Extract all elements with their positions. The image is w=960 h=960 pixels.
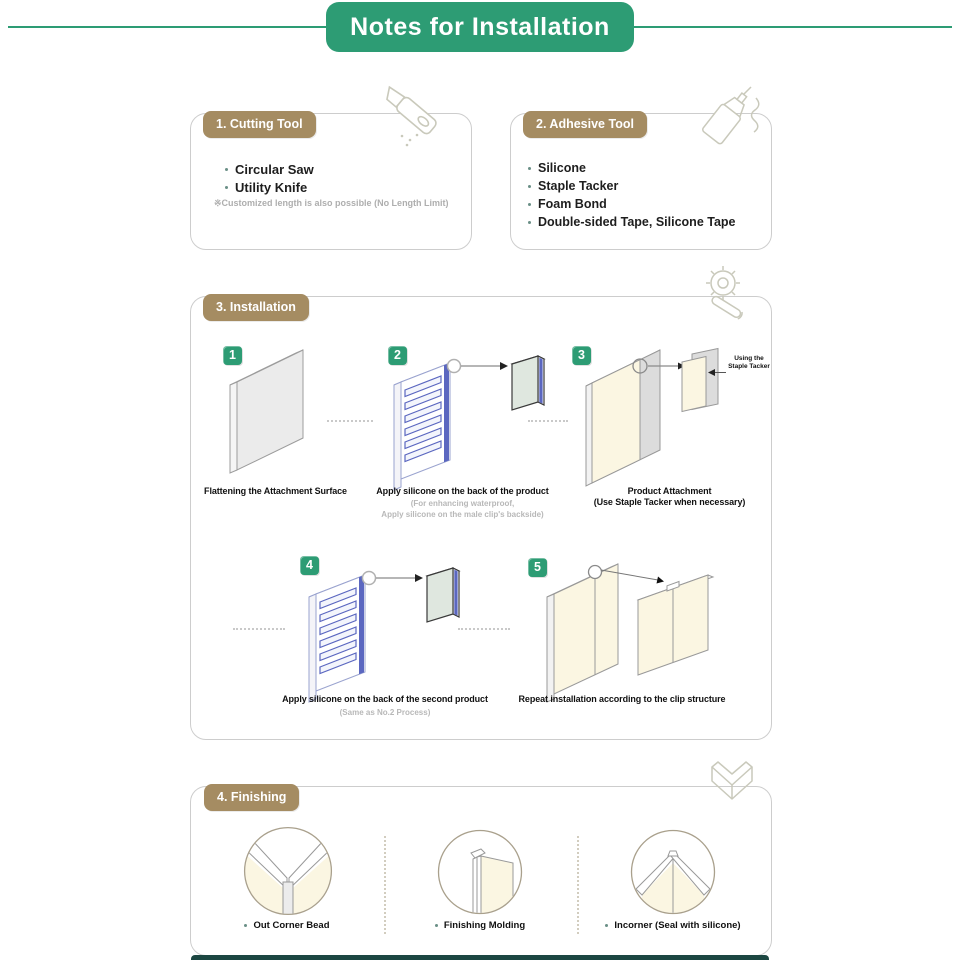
step-subcaption: (For enhancing waterproof, <box>410 499 515 508</box>
gear-wrench-icon <box>690 262 758 326</box>
adhesive-item-label: Silicone <box>538 161 586 175</box>
bullet-icon <box>225 186 228 189</box>
attached-product-face <box>592 360 640 483</box>
step-badge-5: 5 <box>528 558 547 577</box>
product-detail <box>512 356 544 410</box>
step-caption-1: Flattening the Attachment Surface <box>204 486 347 496</box>
step-badge-2: 2 <box>388 346 407 365</box>
silicone-back-illustration <box>303 562 463 712</box>
cutting-note: ※Customized length is also possible (No Length Limit) <box>214 198 449 208</box>
adhesive-item <box>528 179 618 193</box>
annotation-line: Using the <box>734 355 764 362</box>
finishing-item-label: Finishing Molding <box>443 920 526 931</box>
assembly-front-face <box>554 564 618 694</box>
cutting-item <box>225 162 314 177</box>
dotted-separator <box>577 836 579 934</box>
wrench <box>711 295 744 320</box>
finishing-item-label: Incorner (Seal with silicone) <box>614 920 741 931</box>
bullet-icon <box>225 168 228 171</box>
adhesive-item-label: Foam Bond <box>538 197 607 211</box>
finishing-item <box>583 920 763 931</box>
step-caption-5: Repeat installation according to the clip structure <box>518 694 726 704</box>
staple-detail <box>682 349 726 412</box>
bullet-icon <box>605 924 608 927</box>
finishing-label: 4. Finishing <box>204 784 299 811</box>
zoom-circle-marker <box>448 360 461 373</box>
panel-side-face <box>309 594 316 702</box>
finishing-item <box>390 920 570 931</box>
panel-side-face <box>586 383 592 486</box>
silicone-edge-band <box>444 363 449 462</box>
bullet-icon <box>528 185 531 188</box>
adhesive-item <box>528 161 586 175</box>
cutting-item <box>225 180 307 195</box>
adhesive-item-label: Double-sided Tape, Silicone Tape <box>538 215 736 229</box>
step-caption-3b: (Use Staple Tacker when necessary) <box>593 497 746 507</box>
bullet-icon <box>528 203 531 206</box>
zoom-circle-marker <box>363 572 376 585</box>
step-subcaption: Apply silicone on the male clip's backside) <box>381 510 544 519</box>
next-section-edge <box>191 955 769 960</box>
arrow-head <box>500 362 508 370</box>
repeat-installation-illustration <box>542 556 752 706</box>
panel-front-face <box>237 350 303 470</box>
wall-panel-illustration <box>200 340 350 480</box>
step-caption-4: Apply silicone on the back of the second product <box>282 694 488 704</box>
panel-side-face <box>230 382 237 473</box>
dotted-separator <box>327 420 373 422</box>
caulk-tube-icon <box>698 84 772 154</box>
finishing-molding-illustration <box>437 829 523 915</box>
page-title: Notes for Installation <box>326 2 634 52</box>
dotted-separator <box>384 836 386 934</box>
adhesive-item-label: Staple Tacker <box>538 179 619 193</box>
finishing-item-label: Out Corner Bead <box>253 920 330 931</box>
panel-side-face <box>394 382 401 490</box>
cutting-item-label: Circular Saw <box>235 162 314 177</box>
caulk-tube-body <box>702 87 759 145</box>
step-caption-2: Apply silicone on the back of the product <box>376 486 549 496</box>
utility-knife-icon <box>368 84 448 158</box>
incorner-illustration <box>630 829 716 915</box>
bullet-icon <box>435 924 438 927</box>
out-corner-bead-illustration <box>243 826 333 916</box>
corner-bead-icon <box>702 756 760 810</box>
dotted-separator <box>458 628 510 630</box>
gear <box>706 266 740 300</box>
knife-body <box>381 84 438 136</box>
zoom-circle-marker <box>589 566 602 579</box>
assembly-side-face <box>547 594 554 702</box>
finishing-item <box>197 920 377 931</box>
silicone-back-illustration <box>388 350 548 500</box>
knife-debris-dots <box>401 134 419 147</box>
bullet-icon <box>528 167 531 170</box>
staple-tacker-annotation <box>726 355 772 371</box>
annotation-line: Staple Tacker <box>728 363 770 370</box>
corner-bead-shape <box>712 762 752 799</box>
cutting-tool-label: 1. Cutting Tool <box>203 111 316 138</box>
dotted-separator <box>528 420 568 422</box>
step-badge-1: 1 <box>223 346 242 365</box>
arrow-head <box>657 577 665 584</box>
step-badge-4: 4 <box>300 556 319 575</box>
step-badge-3: 3 <box>572 346 591 365</box>
arrow-head <box>415 574 423 582</box>
installation-label: 3. Installation <box>203 294 309 321</box>
adhesive-tool-label: 2. Adhesive Tool <box>523 111 647 138</box>
adhesive-item <box>528 197 607 211</box>
dotted-separator <box>233 628 285 630</box>
cutting-item-label: Utility Knife <box>235 180 308 195</box>
silicone-edge-band <box>359 575 364 674</box>
bullet-icon <box>244 924 247 927</box>
step-caption-3: Product Attachment <box>627 486 712 496</box>
step-subcaption: (Same as No.2 Process) <box>339 708 431 717</box>
product-detail <box>427 568 459 622</box>
bullet-icon <box>528 221 531 224</box>
adhesive-item <box>528 215 736 229</box>
